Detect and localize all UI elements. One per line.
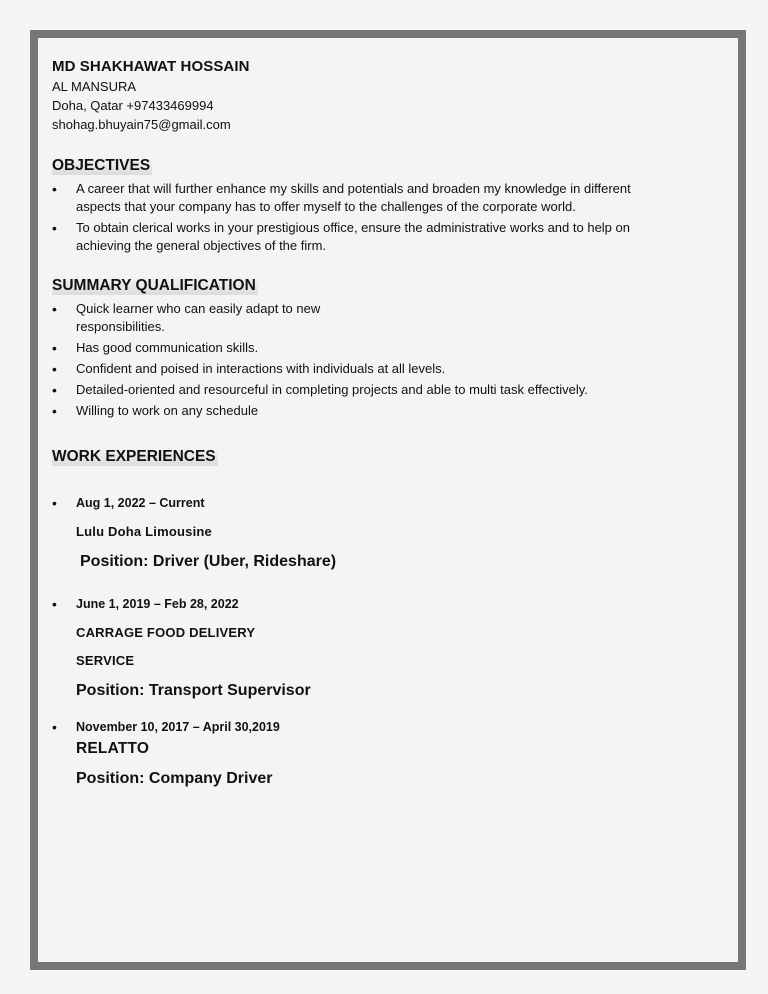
- work-title: WORK EXPERIENCES: [52, 448, 216, 465]
- resume-content: [52, 58, 632, 788]
- objectives-list: [52, 180, 632, 255]
- objectives-section: [52, 157, 632, 255]
- objective-item: • To obtain clerical works in your prestigious office, ensure the administrative works and to help on achieving the general objectives of the firm.: [52, 219, 632, 255]
- job-entry: [52, 496, 632, 571]
- job-position: Position: Company Driver: [76, 770, 273, 787]
- summary-title: SUMMARY QUALIFICATION: [52, 277, 256, 294]
- summary-item: • Has good communication skills.: [52, 339, 632, 357]
- job-company-line-2: SERVICE: [76, 653, 135, 668]
- address-line-2: Doha, Qatar +97433469994: [52, 98, 214, 113]
- work-list: [52, 496, 632, 788]
- job-position: Position: Transport Supervisor: [76, 682, 311, 699]
- summary-section: [52, 277, 632, 420]
- applicant-name: MD SHAKHAWAT HOSSAIN: [52, 58, 250, 75]
- job-date: • Aug 1, 2022 – Current: [76, 496, 205, 510]
- job-company: RELATTO: [76, 740, 150, 757]
- email: shohag.bhuyain75@gmail.com: [52, 117, 231, 132]
- objectives-title: OBJECTIVES: [52, 157, 151, 174]
- contact-block: [52, 58, 632, 133]
- summary-item: • Detailed-oriented and resourceful in completing projects and able to multi task effectively.: [52, 381, 632, 399]
- work-section: [52, 448, 632, 788]
- job-entry: [52, 597, 632, 700]
- job-entry: [52, 720, 632, 788]
- job-company: Lulu Doha Limousine: [76, 524, 212, 539]
- summary-list: [52, 300, 632, 420]
- job-date: • June 1, 2019 – Feb 28, 2022: [76, 597, 239, 611]
- objective-item: • A career that will further enhance my skills and potentials and broaden my knowledge in different aspects that your company has to offer myself to the challenges of the corporate world.: [52, 180, 632, 216]
- job-company: CARRAGE FOOD DELIVERY: [76, 625, 256, 640]
- summary-item: • Quick learner who can easily adapt to new responsibilities.: [52, 300, 376, 336]
- address-line-1: AL MANSURA: [52, 79, 137, 94]
- summary-item: • Willing to work on any schedule: [52, 402, 632, 420]
- summary-item: • Confident and poised in interactions with individuals at all levels.: [52, 360, 632, 378]
- job-position: Position: Driver (Uber, Rideshare): [80, 553, 337, 570]
- job-date: • November 10, 2017 – April 30,2019: [76, 720, 280, 734]
